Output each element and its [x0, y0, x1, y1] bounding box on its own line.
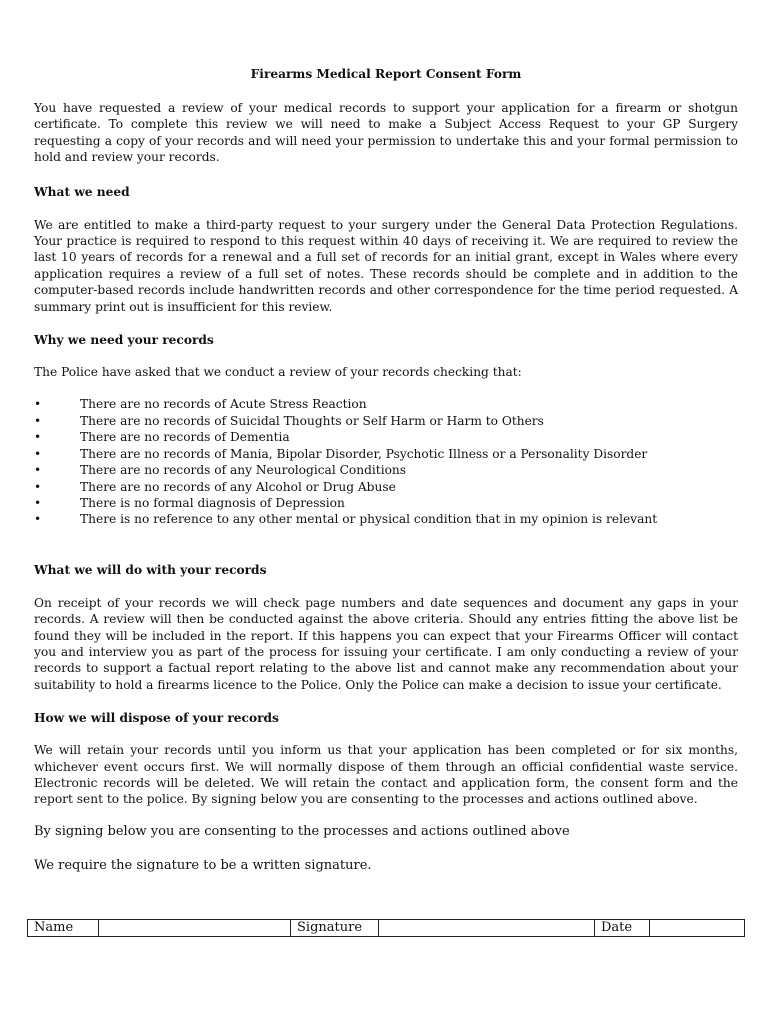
list-item: • There are no records of Suicidal Thoughts or Self Harm or Harm to Others: [34, 413, 544, 428]
list-item: • There are no records of any Alcohol or Drug Abuse: [34, 479, 396, 494]
why-we-need-paragraph: The Police have asked that we conduct a review of your records checking that:: [34, 365, 522, 380]
dispose-heading: How we will dispose of your records: [34, 711, 279, 726]
bullet-icon: •: [34, 397, 42, 412]
list-item: • There are no records of Acute Stress Reaction: [34, 397, 367, 412]
consent-statement: By signing below you are consenting to the processes and actions outlined above: [34, 823, 570, 839]
what-we-need-heading: What we need: [34, 184, 130, 199]
name-label: Name: [28, 920, 99, 937]
bullet-icon: •: [34, 479, 42, 494]
dispose-paragraph: We will retain your records until you inform us that your application has been completed or for six months, whichever event occurs first. We will normally dispose of them through an official confidential waste service. Electronic records will be deleted. We will retain the contact and application form, the consent form and the report sent to the police. By signing below you are consenting to the processes and actions outlined above.: [34, 743, 738, 807]
date-label: Date: [595, 920, 650, 937]
bullet-icon: •: [34, 463, 42, 478]
list-item: • There are no records of Dementia: [34, 430, 290, 445]
bullet-icon: •: [34, 413, 42, 428]
signature-table: [27, 919, 745, 937]
bullet-icon: •: [34, 495, 42, 510]
what-we-will-do-paragraph: On receipt of your records we will check page numbers and date sequences and document any gaps in your records. A review will then be conducted against the above criteria. Should any entries fitting the above list be found they will be included in the report. If this happens you can expect that your Firearms Officer will contact you and interview you as part of the process for issuing your certificate. I am only conducting a review of your records to support a factual report relating to the above list and cannot make any recommendation about your suitability to hold a firearms licence to the Police. Only the Police can make a decision to issue your certificate.: [34, 595, 738, 692]
bullet-icon: •: [34, 512, 42, 527]
list-item: • There is no reference to any other mental or physical condition that in my opinion is relevant: [34, 512, 658, 527]
intro-paragraph: You have requested a review of your medical records to support your application for a firearm or shotgun certificate. To complete this review we will need to make a Subject Access Request to your GP Surgery requesting a copy of your records and will need your permission to undertake this and your formal permission to hold and review your records.: [34, 101, 738, 165]
list-item: • There are no records of any Neurological Conditions: [34, 463, 407, 478]
what-we-will-do-heading: What we will do with your records: [34, 562, 267, 577]
signature-label: Signature: [291, 920, 379, 937]
document-page: [34, 66, 738, 875]
bullet-icon: •: [34, 430, 42, 445]
bullet-icon: •: [34, 446, 42, 461]
written-signature-note: We require the signature to be a written signature.: [34, 858, 372, 874]
name-field[interactable]: [99, 920, 291, 937]
date-field[interactable]: [650, 920, 745, 937]
signature-field[interactable]: [379, 920, 595, 937]
what-we-need-paragraph: We are entitled to make a third-party request to your surgery under the General Data Protection Regulations. Your practice is required to respond to this request within 40 days of receiving it. We are required to review the last 10 years of records for a renewal and a full set of records for an initial grant, except in Wales where every application requires a review of a full set of notes. These records should be complete and in addition to the computer-based records include handwritten records and other correspondence for the time period requested. A summary print out is insufficient for this review.: [34, 217, 738, 314]
list-item: • There are no records of Mania, Bipolar Disorder, Psychotic Illness or a Personality Disorder: [34, 446, 648, 461]
why-we-need-heading: Why we need your records: [34, 333, 214, 348]
criteria-list: [34, 396, 738, 527]
list-item: • There is no formal diagnosis of Depression: [34, 495, 345, 510]
form-title: Firearms Medical Report Consent Form: [250, 67, 522, 81]
